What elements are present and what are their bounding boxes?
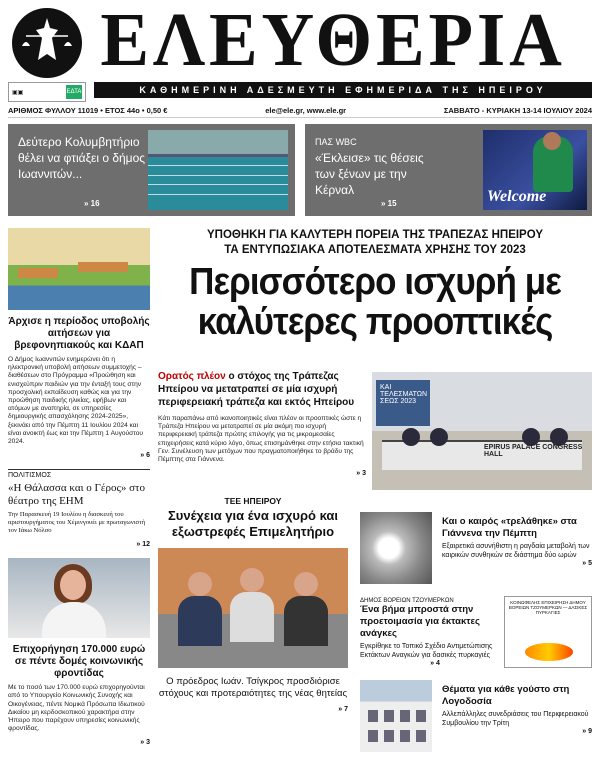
story-accountability-headline[interactable]: Θέματα για κάθε γούστο στη Λογοδοσία [442,684,570,707]
edta-badge: ΕΔΤΑ [66,85,82,99]
mid-story [158,496,348,713]
story-accountability-page: » 9 [582,728,592,735]
mid-section: ΤΕΕ ΗΠΕΙΡΟΥ [224,496,282,506]
welcome-photo [483,130,587,210]
lead-story [158,228,592,478]
photo-sign: EPIRUS PALACE CONGRESS HALL [484,444,583,458]
lead-page: » 3 [356,470,366,478]
newspaper-subtitle: ΚΑΘΗΜΕΡΙΝΗ ΑΔΕΣΜΕΥΤΗ ΕΦΗΜΕΡΙΔΑ ΤΗΣ ΗΠΕΙΡΟΥ [94,82,592,98]
masthead [8,0,592,106]
story-funding-page: » 3 [140,739,150,747]
poster-text: ΚΟΙΝΩΦΕΛΗΣ ΕΠΙΧΕΙΡΗΣΗ ΔΗΜΟΥ ΒΟΡΕΙΩΝ ΤΖΟΥΜΕΡΚΩΝ — ΔΑΣΙΚΕΣ ΠΥΡΚΑΓΙΕΣ [508,600,588,615]
story-emergency-headline[interactable]: Ένα βήμα μπροστά στην προετοιμασία για έκτακτες ανάγκες [360,604,480,639]
story-emergency-page: » 4 [430,660,440,667]
issue-date: ΣΑΒΒΑΤΟ - ΚΥΡΙΑΚΗ 13-14 ΙΟΥΛΙΟΥ 2024 [443,106,592,115]
story-weather-body: Εξαιρετικά ασυνήθιστη η ραγδαία μεταβολή των καιρικών συνθηκών σε διάστημα δύο ωρών [442,543,590,559]
newspaper-title: ΕΛΕΥΘΕΡΙΑ [100,0,566,82]
publisher-logos [8,82,86,102]
contact-info[interactable]: ele@ele.gr, www.ele.gr [265,106,347,115]
story-theatre-headline[interactable]: «Η Θάλασσα και ο Γέρος» στο θέατρο της ΕΗΜ [8,482,145,508]
lead-deck [158,370,366,409]
promo-pool-page: » 16 [84,199,100,208]
lead-body: Κάτι παραπάνω από ικανοποιητικές είναι πλέον οι προοπτικές ώστε η Τράπεζα Ηπείρου να μετατραπεί σε μία ακόμη πιο ισχυρή περιφερειακή τράπεζα πρώτης επιλογής για τις μικρομεσαίες επιχειρήσεις κατά κύριο λόγο, όπως επισημάνθηκε στην ετήσια τακτική Γεν. Συνέλευση των μετόχων που πραγματοποιήθηκε το βράδυ της Πέμπτης στα Γιάννενα. [158,415,364,464]
kindergarten-photo [8,228,150,310]
story-funding-headline[interactable]: Επιχορήγηση 170.000 ευρώ σε πέντε δομές κοινωνικής φροντίδας [12,644,146,680]
photo-banner: ΚΑΙ ΤΕΛΕΣΜΑΤΩΝ ΣΕΩΣ 2023 [376,380,430,426]
promo-pool[interactable] [8,124,295,216]
justice-emblem-icon [12,8,82,78]
regional-building-photo [360,680,432,752]
promo-basketball-kicker: ΠΑΣ WBC [315,137,357,147]
lead-headline-line-1[interactable]: Περισσότερο ισχυρή με [189,261,561,303]
story-daycare-headline[interactable]: Άρχισε η περίοδος υποβολής αιτήσεων για βρεφονηπιακούς και ΚΔΑΠ [8,316,150,351]
mid-caption: Ο πρόεδρος Ιωάν. Τσίγκρος προσδιόρισε στόχους και προτεραιότητες της νέας θητείας [158,676,348,699]
issue-number: ΑΡΙΘΜΟΣ ΦΥΛΛΟΥ 11019 • ΕΤΟΣ 44ο • 0,50 € [8,106,168,115]
weather-map-photo [360,512,432,584]
story-accountability-body: Αλλεπάλληλες συνεδριάσεις του Περιφερειακού Συμβουλίου την Τρίτη [442,711,589,727]
minister-photo [8,558,150,638]
fire-safety-poster [504,596,592,668]
issue-info-bar [8,104,592,118]
promo-basketball[interactable] [305,124,592,216]
promo-pool-title: Δεύτερο Κολυμβητήριο θέλει να φτιάξει ο δήμος Ιωαννιτών... [18,135,146,181]
lead-deck-text: ο στόχος της Τράπεζας Ηπείρου να μετατραπεί σε μία ισχυρή περιφερειακή τράπεζα και εκτός Ηπείρου [158,371,355,408]
left-column [8,228,150,746]
mid-page: » 7 [338,706,348,713]
story-weather-page: » 5 [582,560,592,567]
lead-deck-highlight: Ορατός πλέον [158,371,226,382]
story-daycare-body: Ο Δήμος Ιωαννιτών ενημερώνει ότι η ηλεκτρονική υποβολή αιτήσεων συμμετοχής – διαθέσεων στο Πρόγραμμα «Προώθηση και ενισχεύπριν παιδιών για την ένταξή τους στην προσχολική εκπαίδευση καθώς και για την προώθηση παιδικής ηλικίας, εφήβων και ατόμων με αναπηρία, σε υπηρεσίες δημιουργικής απασχόλησης 2024-2025», ξεκινάει από την Πέμπτη 11 Ιουλίου 2024 και είναι ανοικτή έως και την Πέμπτη 1 Αυγούστου 2024. [8,356,143,446]
mid-headline[interactable]: Συνέχεια για ένα ισχυρό και εξωστρεφές Επιμελητήριο [167,508,339,539]
story-daycare-page: » 6 [140,452,150,460]
welcome-text: Welcome [487,188,547,205]
story-theatre-body: Την Παρασκευή 19 Ιουλίου η διασκευή του αριστουργήματος του Χέμινγουέι με πρωταγωνιστή τον Ιάκω Νόλσο [8,511,146,535]
press-conference-photo [158,548,348,668]
lead-headline-line-2[interactable]: καλύτερες προοπτικές [197,301,553,343]
story-funding-body: Με το ποσό των 170.000 ευρώ επιχορηγούνται από το Υπουργείο Κοινωνικής Συνοχής και Οικογένειας, πέντε Νομικά Πρόσωπα Ιδιωτικού Δικαίου μη κερδοσκοπικού χαρακτήρα στην Ήπειρο που παρέχουν υπηρεσίες κοινωνικής φροντίδας. [8,684,145,733]
story-weather-headline[interactable]: Και ο καιρός «τρελάθηκε» στα Γιάννενα την Πέμπτη [442,516,577,539]
logo-mark-icon: ▣▣ [12,89,24,96]
story-emergency-kicker: ΔΗΜΟΣ ΒΟΡΕΙΩΝ ΤΖΟΥΜΕΡΚΩΝ [360,598,454,604]
shareholders-meeting-photo [372,372,592,490]
story-theatre-page: » 12 [136,541,150,549]
lead-kicker-2: ΤΑ ΕΝΤΥΠΩΣΙΑΚΑ ΑΠΟΤΕΛΕΣΜΑΤΑ ΧΡΗΣΗΣ ΤΟΥ 2023 [224,244,526,256]
promo-basketball-title: «Έκλεισε» τις θέσεις των ξένων με την Κέρναλ [315,151,424,197]
pool-photo [148,130,288,210]
section-culture: ΠΟΛΙΤΙΣΜΟΣ [8,469,150,479]
promo-basketball-page: » 15 [381,199,397,208]
story-emergency-body: Εγκρίθηκε το Τοπικό Σχέδιο Αντιμετώπισης Εκτάκτων Αναγκών για δασικές πυρκαγιές [360,643,493,659]
lead-kicker-1: ΥΠΟΘΗΚΗ ΓΙΑ ΚΑΛΥΤΕΡΗ ΠΟΡΕΙΑ ΤΗΣ ΤΡΑΠΕΖΑΣ ΗΠΕΙΡΟΥ [206,229,544,241]
